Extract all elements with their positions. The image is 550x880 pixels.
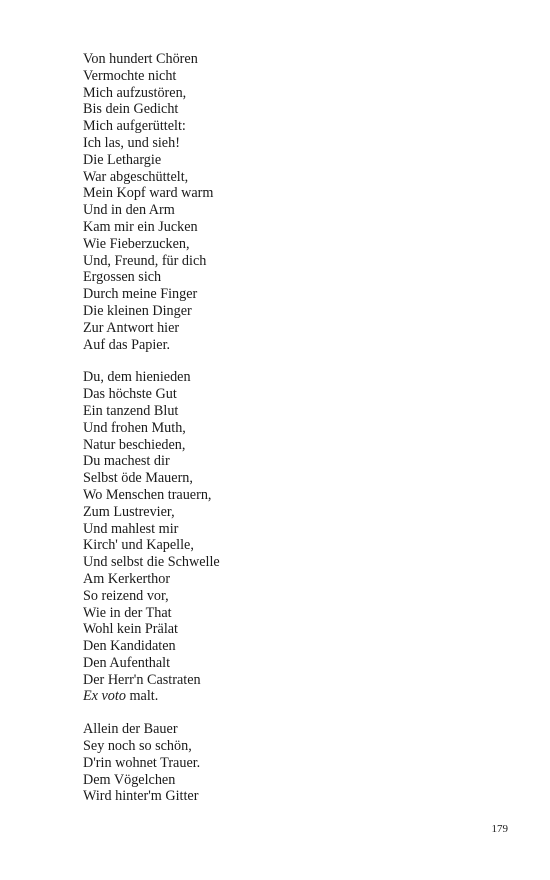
page-number: 179	[491, 823, 508, 835]
line-remainder: malt.	[125, 688, 159, 705]
poem-line: Der Herr'n Castraten	[83, 671, 201, 688]
poem-line: Den Aufenthalt	[83, 654, 171, 671]
poem-text	[83, 51, 483, 805]
poem-line: Wie in der That	[83, 604, 172, 621]
poem-line: Kirch' und Kapelle,	[83, 537, 194, 554]
poem-line: Ein tanzend Blut	[83, 402, 179, 419]
poem-line: Wo Menschen trauern,	[83, 486, 212, 503]
poem-line: Vermochte nicht	[83, 67, 177, 84]
poem-line: Am Kerkerthor	[83, 570, 171, 587]
stanza-2	[83, 369, 483, 705]
poem-line: Das höchste Gut	[83, 386, 177, 403]
italic-phrase: Ex voto	[83, 688, 126, 705]
poem-line: Zur Antwort hier	[83, 319, 180, 336]
poem-line: Von hundert Chören	[83, 51, 198, 67]
poem-line: Mich aufzustören,	[83, 84, 187, 101]
poem-line: Du, dem hienieden	[83, 369, 191, 386]
poem-line: Wie Fieberzucken,	[83, 235, 190, 252]
poem-line: Auf das Papier.	[83, 336, 171, 353]
poem-line: Mein Kopf ward warm	[83, 185, 214, 202]
poem-line: Und frohen Muth,	[83, 419, 186, 436]
poem-line: Durch meine Finger	[83, 286, 198, 303]
poem-line: Dem Vögelchen	[83, 771, 176, 788]
poem-line: Und mahlest mir	[83, 520, 179, 537]
poem-line: Wohl kein Prälat	[83, 621, 178, 638]
poem-line: Sey noch so schön,	[83, 738, 192, 755]
poem-line: Und in den Arm	[83, 202, 175, 219]
poem-line: Natur beschieden,	[83, 436, 186, 453]
poem-line: War abgeschüttelt,	[83, 168, 189, 185]
poem-line: Ergossen sich	[83, 269, 162, 286]
poem-line: Du machest dir	[83, 453, 170, 470]
poem-line: Den Kandidaten	[83, 638, 176, 655]
poem-line: Und selbst die Schwelle	[83, 554, 220, 571]
poem-line: Bis dein Gedicht	[83, 101, 179, 118]
poem-line: Wird hinter'm Gitter	[83, 788, 199, 805]
poem-line: Ich las, und sieh!	[83, 134, 180, 151]
poem-line: D'rin wohnet Trauer.	[83, 754, 201, 771]
stanza-1	[83, 51, 483, 353]
poem-line: Und, Freund, für dich	[83, 252, 207, 269]
poem-line: Die Lethargie	[83, 151, 162, 168]
poem-line: Die kleinen Dinger	[83, 302, 192, 319]
stanza-3	[83, 721, 483, 805]
poem-line: Selbst öde Mauern,	[83, 470, 193, 487]
poem-line: Kam mir ein Jucken	[83, 218, 198, 235]
poem-line: Zum Lustrevier,	[83, 503, 175, 520]
poem-line-mixed	[83, 688, 483, 705]
poem-line: Mich aufgerüttelt:	[83, 118, 186, 135]
poem-line: Allein der Bauer	[83, 721, 178, 738]
poem-line: So reizend vor,	[83, 587, 169, 604]
